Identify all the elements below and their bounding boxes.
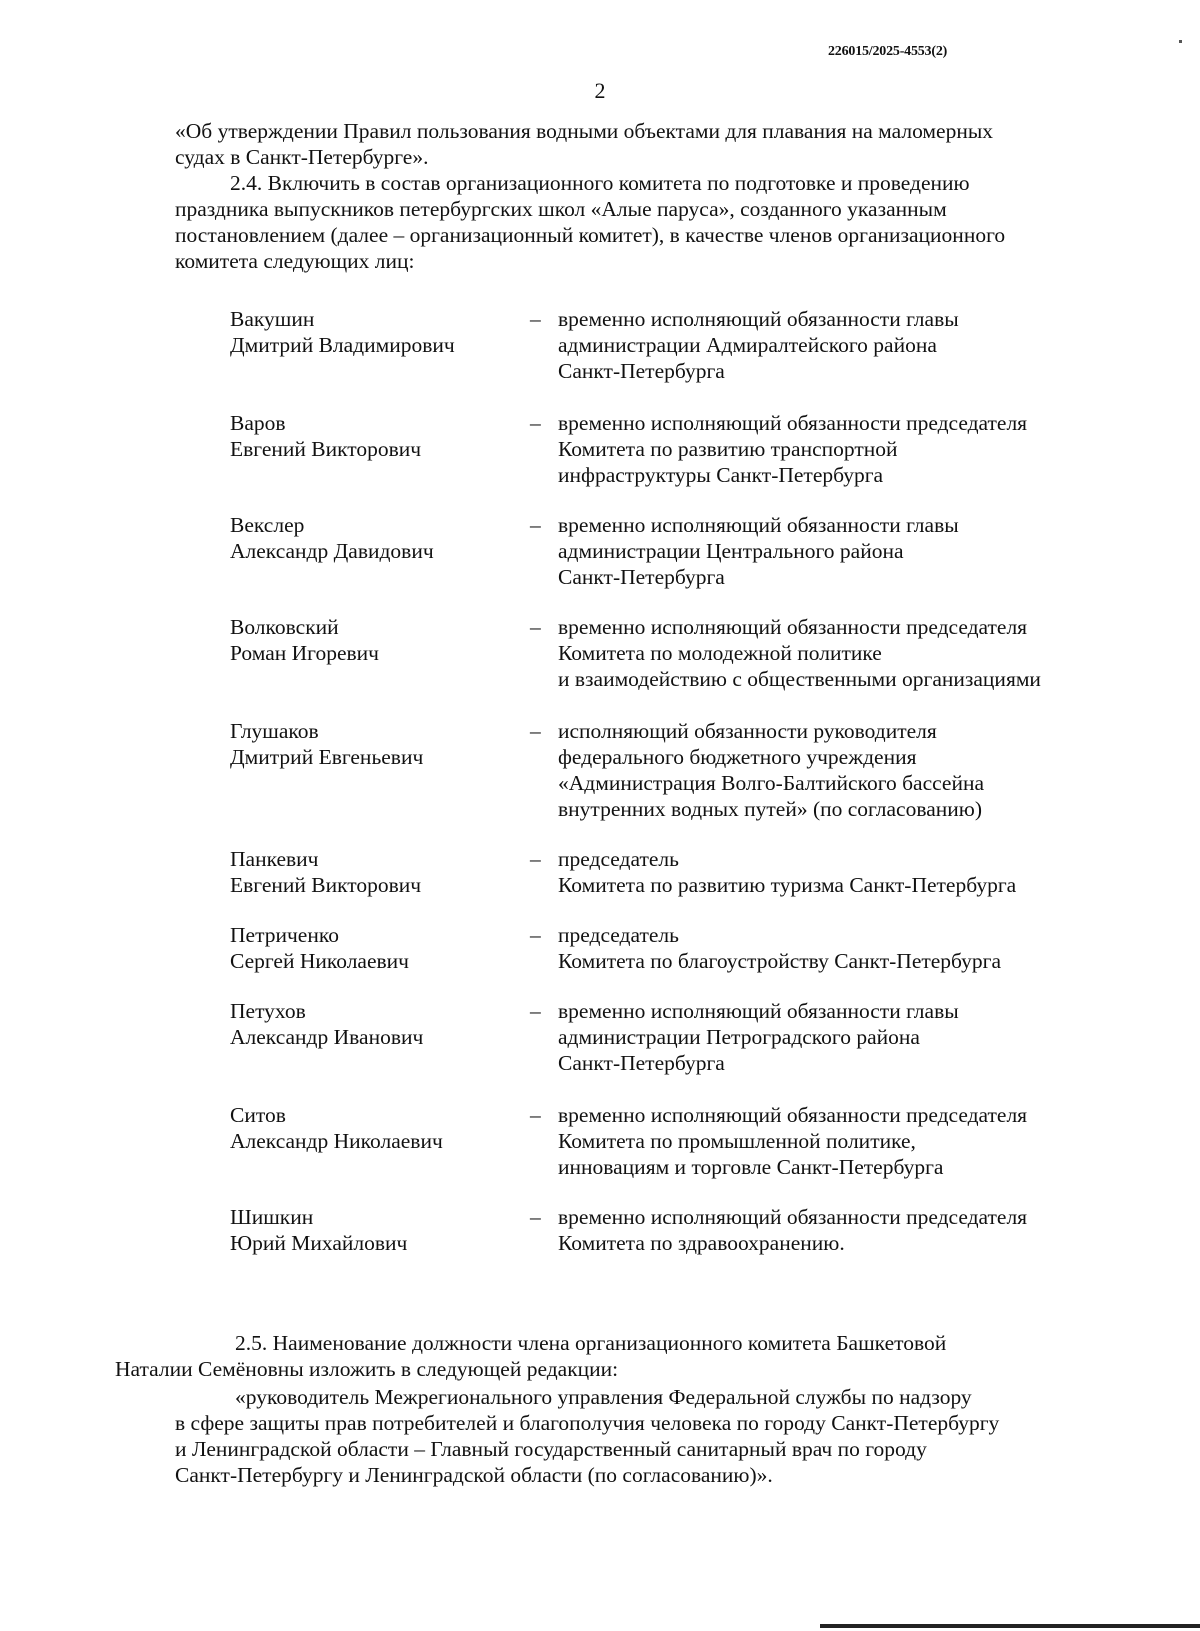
- paragraph-line: комитета следующих лиц:: [175, 249, 415, 273]
- member-position-line: Комитета по развитию транспортной: [558, 437, 898, 461]
- member-position-line: администрации Центрального района: [558, 539, 904, 563]
- member-surname: Панкевич: [230, 847, 319, 871]
- member-position-line: Санкт-Петербурга: [558, 565, 725, 589]
- scan-speck: [1179, 40, 1182, 43]
- member-surname: Петриченко: [230, 923, 339, 947]
- member-dash: –: [530, 999, 541, 1023]
- paragraph-decree-title: [175, 118, 1119, 170]
- member-given-name: Дмитрий Владимирович: [230, 333, 455, 357]
- member-position: [558, 410, 1138, 488]
- member-surname: Шишкин: [230, 1205, 314, 1229]
- paragraph-2-5: [115, 1330, 1119, 1382]
- member-position-line: Комитета по развитию туризма Санкт-Петербурга: [558, 873, 1017, 897]
- member-name: [230, 998, 520, 1050]
- member-surname: Ситов: [230, 1103, 286, 1127]
- member-given-name: Александр Давидович: [230, 539, 434, 563]
- member-given-name: Роман Игоревич: [230, 641, 379, 665]
- member-dash: –: [530, 307, 541, 331]
- member-position-line: временно исполняющий обязанности председателя: [558, 1103, 1028, 1127]
- member-position-line: председатель: [558, 847, 679, 871]
- member-position-line: временно исполняющий обязанности главы: [558, 999, 959, 1023]
- member-position-line: председатель: [558, 923, 679, 947]
- paragraph-line: «руководитель Межрегионального управления Федеральной службы по надзору: [235, 1385, 972, 1409]
- member-position: [558, 1204, 1138, 1256]
- member-name: [230, 306, 520, 358]
- paragraph-line: судах в Санкт-Петербурге».: [175, 145, 429, 169]
- member-given-name: Сергей Николаевич: [230, 949, 409, 973]
- member-dash: –: [530, 1103, 541, 1127]
- member-given-name: Дмитрий Евгеньевич: [230, 745, 424, 769]
- member-position-line: исполняющий обязанности руководителя: [558, 719, 937, 743]
- member-position: [558, 922, 1138, 974]
- member-given-name: Александр Иванович: [230, 1025, 424, 1049]
- member-dash: –: [530, 411, 541, 435]
- member-name: [230, 512, 520, 564]
- member-position-line: инфраструктуры Санкт-Петербурга: [558, 463, 884, 487]
- member-position: [558, 998, 1138, 1076]
- member-position-line: временно исполняющий обязанности председателя: [558, 1205, 1028, 1229]
- member-name: [230, 410, 520, 462]
- paragraph-line: 2.5. Наименование должности члена организационного комитета Башкетовой: [235, 1331, 947, 1355]
- member-position: [558, 512, 1138, 590]
- member-given-name: Александр Николаевич: [230, 1129, 443, 1153]
- member-position-line: временно исполняющий обязанности главы: [558, 513, 959, 537]
- member-given-name: Юрий Михайлович: [230, 1231, 408, 1255]
- member-name: [230, 1102, 520, 1154]
- member-position-line: администрации Петроградского района: [558, 1025, 920, 1049]
- member-position-line: Комитета по молодежной политике: [558, 641, 882, 665]
- member-name: [230, 614, 520, 666]
- member-position-line: временно исполняющий обязанности председателя: [558, 615, 1028, 639]
- page-number: 2: [594, 78, 606, 103]
- paragraph-line: «Об утверждении Правил пользования водными объектами для плавания на маломерных: [175, 119, 994, 143]
- member-position-line: федерального бюджетного учреждения: [558, 745, 917, 769]
- paragraph-line: Санкт-Петербургу и Ленинградской области (по согласованию)».: [175, 1463, 773, 1487]
- member-position: [558, 306, 1138, 384]
- member-position-line: внутренних водных путей» (по согласованию): [558, 797, 982, 821]
- scan-edge-shadow: [820, 1624, 1200, 1628]
- paragraph-new-title: [175, 1384, 1119, 1488]
- member-position-line: Санкт-Петербурга: [558, 1051, 725, 1075]
- member-surname: Петухов: [230, 999, 306, 1023]
- member-position: [558, 614, 1138, 692]
- member-surname: Глушаков: [230, 719, 319, 743]
- member-position-line: временно исполняющий обязанности главы: [558, 307, 959, 331]
- member-surname: Векслер: [230, 513, 305, 537]
- member-surname: Вакушин: [230, 307, 315, 331]
- member-given-name: Евгений Викторович: [230, 437, 422, 461]
- member-position: [558, 1102, 1138, 1180]
- member-position-line: и взаимодействию с общественными организациями: [558, 667, 1041, 691]
- paragraph-line: 2.4. Включить в состав организационного комитета по подготовке и проведению: [230, 171, 970, 195]
- member-surname: Варов: [230, 411, 286, 435]
- member-dash: –: [530, 847, 541, 871]
- member-position-line: инновациям и торговле Санкт-Петербурга: [558, 1155, 944, 1179]
- document-number: 226015/2025-4553(2): [828, 44, 948, 59]
- paragraph-line: и Ленинградской области – Главный государственный санитарный врач по городу: [175, 1437, 927, 1461]
- member-position-line: Комитета по здравоохранению.: [558, 1231, 845, 1255]
- paragraph-line: постановлением (далее – организационный комитет), в качестве членов организационного: [175, 223, 1006, 247]
- member-position-line: Комитета по промышленной политике,: [558, 1129, 916, 1153]
- member-position-line: Комитета по благоустройству Санкт-Петербурга: [558, 949, 1002, 973]
- member-position-line: временно исполняющий обязанности председателя: [558, 411, 1028, 435]
- member-position-line: Санкт-Петербурга: [558, 359, 725, 383]
- member-dash: –: [530, 719, 541, 743]
- member-given-name: Евгений Викторович: [230, 873, 422, 897]
- member-position: [558, 846, 1138, 898]
- member-name: [230, 718, 520, 770]
- member-name: [230, 846, 520, 898]
- paragraph-line: Наталии Семёновны изложить в следующей редакции:: [115, 1357, 619, 1381]
- member-surname: Волковский: [230, 615, 339, 639]
- member-name: [230, 922, 520, 974]
- member-dash: –: [530, 513, 541, 537]
- member-name: [230, 1204, 520, 1256]
- member-dash: –: [530, 1205, 541, 1229]
- member-dash: –: [530, 923, 541, 947]
- paragraph-line: праздника выпускников петербургских школ «Алые паруса», созданного указанным: [175, 197, 947, 221]
- member-position: [558, 718, 1138, 822]
- paragraph-line: в сфере защиты прав потребителей и благополучия человека по городу Санкт-Петербургу: [175, 1411, 1000, 1435]
- member-dash: –: [530, 615, 541, 639]
- member-position-line: администрации Адмиралтейского района: [558, 333, 937, 357]
- member-position-line: «Администрация Волго-Балтийского бассейна: [558, 771, 985, 795]
- paragraph-2-4: [175, 170, 1119, 274]
